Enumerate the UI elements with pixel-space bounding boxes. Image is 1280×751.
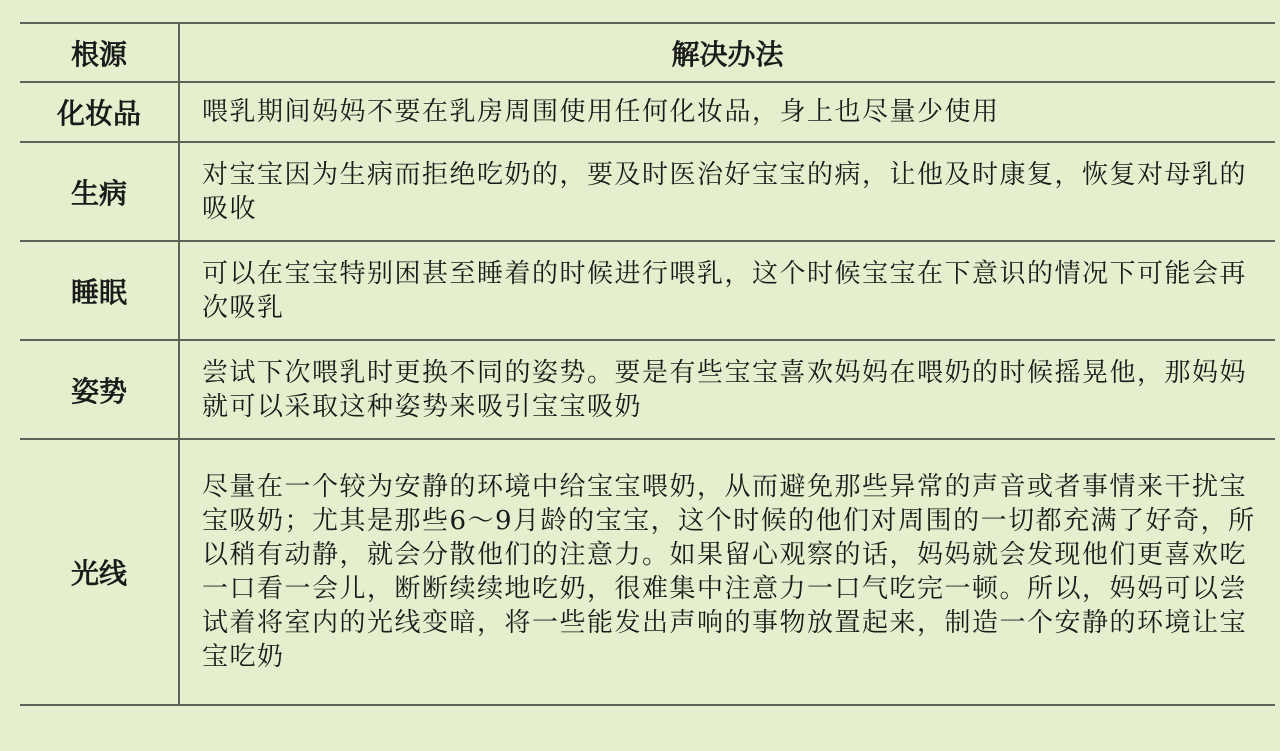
source-column-header: 根源 bbox=[20, 23, 179, 82]
source-cell-illness: 生病 bbox=[20, 142, 179, 241]
table-row bbox=[20, 439, 1275, 705]
solutions-table bbox=[20, 22, 1275, 706]
solution-cell-illness: 对宝宝因为生病而拒绝吃奶的，要及时医治好宝宝的病，让他及时康复，恢复对母乳的吸收 bbox=[202, 159, 1248, 224]
solution-cell-cosmetics: 喂乳期间妈妈不要在乳房周围使用任何化妆品，身上也尽量少使用 bbox=[202, 97, 1000, 127]
table-row bbox=[20, 241, 1275, 340]
solution-cell-sleep: 可以在宝宝特别困甚至睡着的时候进行喂乳，这个时候宝宝在下意识的情况下可能会再次吸乳 bbox=[202, 258, 1248, 323]
solution-column-header: 解决办法 bbox=[671, 37, 784, 71]
source-cell-posture: 姿势 bbox=[20, 340, 179, 439]
table-row bbox=[20, 82, 1275, 142]
source-cell-light: 光线 bbox=[20, 439, 179, 705]
table-header-row bbox=[20, 23, 1275, 82]
table-row bbox=[20, 142, 1275, 241]
table-row bbox=[20, 340, 1275, 439]
solution-cell-light: 尽量在一个较为安静的环境中给宝宝喂奶，从而避免那些异常的声音或者事情来干扰宝宝吸奶；尤其是那些6～9月龄的宝宝，这个时候的他们对周围的一切都充满了好奇，所以稍有动静，就会分散他们的注意力。如果留心观察的话，妈妈就会发现他们更喜欢吃一口看一会儿，断断续续地吃奶，很难集中注意力一口气吃完一顿。所以，妈妈可以尝试着将室内的光线变暗，将一些能发出声响的事物放置起来，制造一个安静的环境让宝宝吃奶 bbox=[202, 472, 1256, 672]
source-cell-sleep: 睡眠 bbox=[20, 241, 179, 340]
solution-cell-posture: 尝试下次喂乳时更换不同的姿势。要是有些宝宝喜欢妈妈在喂奶的时候摇晃他，那妈妈就可以采取这种姿势来吸引宝宝吸奶 bbox=[202, 357, 1248, 422]
solutions-table-container bbox=[20, 22, 1275, 706]
source-cell-cosmetics: 化妆品 bbox=[20, 82, 179, 142]
